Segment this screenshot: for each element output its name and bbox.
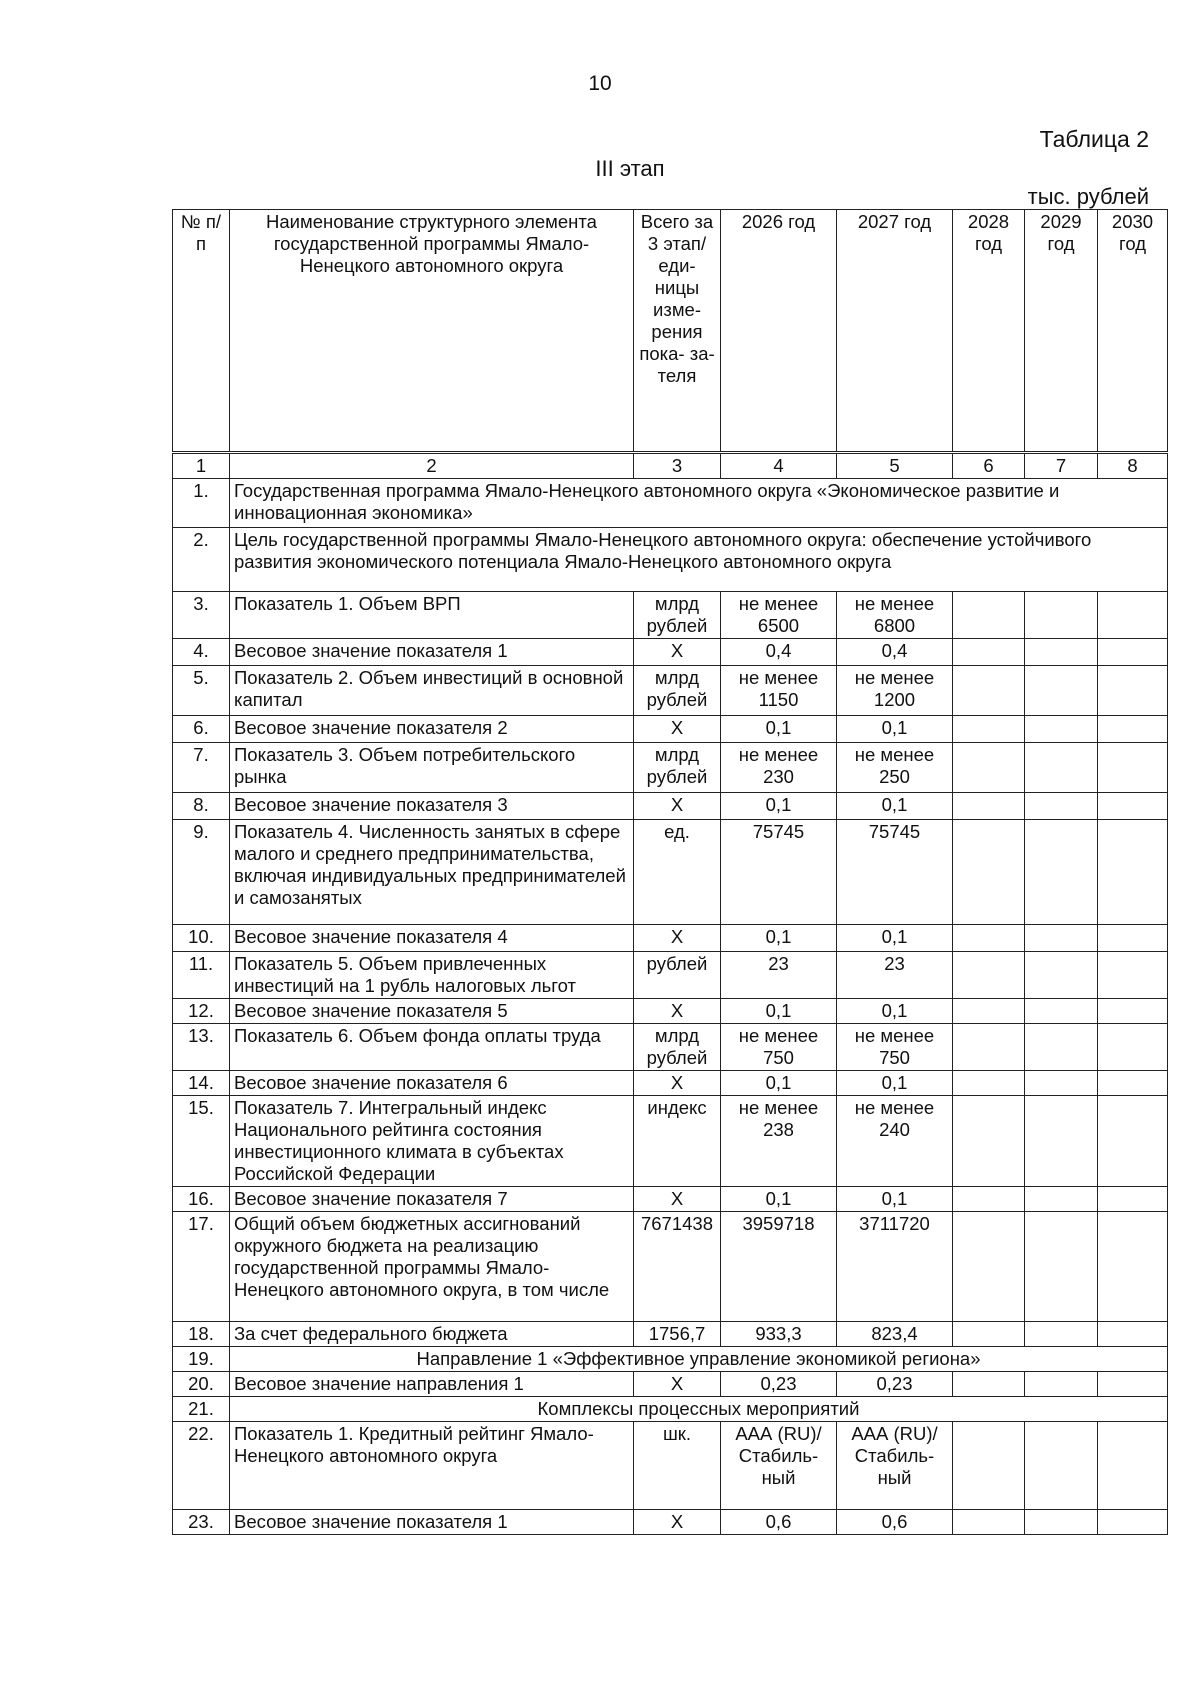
table-row: [173, 1322, 1168, 1347]
row-value-2030: [1098, 1510, 1168, 1535]
row-value-2027: 823,4: [837, 1322, 953, 1347]
column-number: 4: [721, 453, 837, 479]
row-number: 5.: [173, 666, 230, 716]
row-value-2030: [1098, 1322, 1168, 1347]
row-value-2026: не менее 238: [721, 1096, 837, 1187]
row-name: За счет федерального бюджета: [230, 1322, 634, 1347]
row-value-2026: не менее 230: [721, 743, 837, 793]
row-name: Весовое значение показателя 4: [230, 925, 634, 952]
row-number: 15.: [173, 1096, 230, 1187]
row-value-2028: [953, 1071, 1025, 1096]
row-unit: Х: [634, 1187, 721, 1212]
row-value-2028: [953, 1322, 1025, 1347]
row-value-2029: [1025, 952, 1098, 999]
row-unit: 1756,7: [634, 1322, 721, 1347]
row-value-2026: 75745: [721, 820, 837, 925]
header-2027: 2027 год: [837, 210, 953, 453]
row-merged-text: Комплексы процессных мероприятий: [230, 1397, 1168, 1422]
row-value-2028: [953, 925, 1025, 952]
row-value-2027: 0,1: [837, 793, 953, 820]
row-value-2029: [1025, 1510, 1098, 1535]
row-value-2028: [953, 666, 1025, 716]
page-number: 10: [588, 72, 612, 95]
row-value-2026: не менее 1150: [721, 666, 837, 716]
row-value-2027: ААА (RU)/ Стабиль- ный: [837, 1422, 953, 1510]
row-value-2028: [953, 1510, 1025, 1535]
row-value-2030: [1098, 1071, 1168, 1096]
table-label: Таблица 2: [1039, 126, 1149, 152]
table-row: [173, 925, 1168, 952]
row-number: 2.: [173, 528, 230, 592]
row-value-2028: [953, 639, 1025, 666]
row-name: Показатель 4. Численность занятых в сфере малого и среднего предпринимательства, включая индивидуальных предпринимателей и самозанятых: [230, 820, 634, 925]
table-row: [173, 1187, 1168, 1212]
column-number: 2: [230, 453, 634, 479]
row-value-2027: 0,4: [837, 639, 953, 666]
table-row: [173, 952, 1168, 999]
table-row: [173, 793, 1168, 820]
row-value-2030: [1098, 1096, 1168, 1187]
header-total: Всего за 3 этап/ еди- ницы изме- рения пока- за- теля: [634, 210, 721, 453]
row-name: Весовое значение показателя 5: [230, 999, 634, 1024]
row-unit: шк.: [634, 1422, 721, 1510]
row-value-2027: не менее 750: [837, 1024, 953, 1071]
row-number: 16.: [173, 1187, 230, 1212]
row-value-2026: 3959718: [721, 1212, 837, 1322]
row-value-2029: [1025, 639, 1098, 666]
row-name: Показатель 5. Объем привлеченных инвестиций на 1 рубль налоговых льгот: [230, 952, 634, 999]
program-table: [172, 209, 1168, 1535]
row-number: 13.: [173, 1024, 230, 1071]
row-value-2026: 0,6: [721, 1510, 837, 1535]
row-value-2026: 0,1: [721, 716, 837, 743]
row-value-2029: [1025, 793, 1098, 820]
table-row: [173, 716, 1168, 743]
row-number: 23.: [173, 1510, 230, 1535]
row-unit: Х: [634, 639, 721, 666]
row-value-2027: 23: [837, 952, 953, 999]
row-value-2030: [1098, 820, 1168, 925]
header-2029: 2029 год: [1025, 210, 1098, 453]
column-number-row: [173, 453, 1168, 479]
column-number: 8: [1098, 453, 1168, 479]
header-2030: 2030 год: [1098, 210, 1168, 453]
row-value-2028: [953, 1024, 1025, 1071]
row-name: Весовое значение показателя 3: [230, 793, 634, 820]
row-number: 8.: [173, 793, 230, 820]
row-value-2028: [953, 716, 1025, 743]
row-name: Весовое значение показателя 1: [230, 639, 634, 666]
row-number: 9.: [173, 820, 230, 925]
row-value-2026: 23: [721, 952, 837, 999]
row-value-2027: 0,1: [837, 999, 953, 1024]
table-row: [173, 666, 1168, 716]
column-number: 3: [634, 453, 721, 479]
row-number: 3.: [173, 592, 230, 639]
header-name: Наименование структурного элемента государственной программы Ямало-Ненецкого автономного округа: [230, 210, 634, 453]
row-value-2029: [1025, 1071, 1098, 1096]
row-value-2026: ААА (RU)/ Стабиль- ный: [721, 1422, 837, 1510]
table-row: [173, 1024, 1168, 1071]
row-merged-text: Цель государственной программы Ямало-Ненецкого автономного округа: обеспечение устойчивого развития экономического потенциала Ямало-Ненецкого автономного округа: [230, 528, 1168, 592]
row-number: 17.: [173, 1212, 230, 1322]
row-number: 11.: [173, 952, 230, 999]
row-value-2030: [1098, 639, 1168, 666]
row-unit: млрд рублей: [634, 1024, 721, 1071]
row-unit: ед.: [634, 820, 721, 925]
row-value-2026: 0,1: [721, 1187, 837, 1212]
row-unit: 7671438: [634, 1212, 721, 1322]
row-value-2029: [1025, 666, 1098, 716]
row-value-2028: [953, 1187, 1025, 1212]
row-number: 19.: [173, 1347, 230, 1372]
column-number: 1: [173, 453, 230, 479]
row-value-2030: [1098, 1422, 1168, 1510]
row-value-2030: [1098, 666, 1168, 716]
row-value-2027: не менее 1200: [837, 666, 953, 716]
row-value-2029: [1025, 1187, 1098, 1212]
row-value-2027: 0,1: [837, 716, 953, 743]
row-value-2029: [1025, 820, 1098, 925]
row-value-2029: [1025, 1096, 1098, 1187]
row-name: Весовое значение показателя 1: [230, 1510, 634, 1535]
row-name: Показатель 6. Объем фонда оплаты труда: [230, 1024, 634, 1071]
table-row: [173, 479, 1168, 528]
table-row: [173, 592, 1168, 639]
table-row: [173, 1372, 1168, 1397]
row-value-2030: [1098, 999, 1168, 1024]
row-value-2026: 0,1: [721, 925, 837, 952]
row-unit: Х: [634, 1071, 721, 1096]
row-value-2029: [1025, 1212, 1098, 1322]
row-name: Показатель 3. Объем потребительского рынка: [230, 743, 634, 793]
table-row: [173, 743, 1168, 793]
row-unit: рублей: [634, 952, 721, 999]
stage-label: III этап: [595, 156, 665, 181]
row-value-2030: [1098, 716, 1168, 743]
row-value-2026: 0,1: [721, 1071, 837, 1096]
row-number: 21.: [173, 1397, 230, 1422]
row-value-2029: [1025, 1372, 1098, 1397]
row-value-2030: [1098, 925, 1168, 952]
row-value-2027: не менее 6800: [837, 592, 953, 639]
row-value-2027: 75745: [837, 820, 953, 925]
row-number: 1.: [173, 479, 230, 528]
row-number: 20.: [173, 1372, 230, 1397]
row-number: 6.: [173, 716, 230, 743]
table-row: [173, 528, 1168, 592]
row-unit: Х: [634, 1510, 721, 1535]
row-value-2028: [953, 793, 1025, 820]
column-number: 6: [953, 453, 1025, 479]
row-value-2028: [953, 743, 1025, 793]
row-value-2029: [1025, 716, 1098, 743]
units-label: тыс. рублей: [1027, 184, 1149, 209]
row-name: Показатель 2. Объем инвестиций в основной капитал: [230, 666, 634, 716]
row-name: Весовое значение показателя 7: [230, 1187, 634, 1212]
row-value-2030: [1098, 1372, 1168, 1397]
row-name: Весовое значение направления 1: [230, 1372, 634, 1397]
row-value-2029: [1025, 999, 1098, 1024]
row-value-2026: 0,23: [721, 1372, 837, 1397]
header-num: № п/п: [173, 210, 230, 453]
row-unit: Х: [634, 1372, 721, 1397]
row-value-2026: 0,4: [721, 639, 837, 666]
row-value-2029: [1025, 1024, 1098, 1071]
table-row: [173, 820, 1168, 925]
row-value-2026: не менее 6500: [721, 592, 837, 639]
row-name: Показатель 7. Интегральный индекс Национального рейтинга состояния инвестиционного климата в субъектах Российской Федерации: [230, 1096, 634, 1187]
row-number: 7.: [173, 743, 230, 793]
table-row: [173, 999, 1168, 1024]
row-value-2029: [1025, 592, 1098, 639]
row-number: 22.: [173, 1422, 230, 1510]
row-number: 12.: [173, 999, 230, 1024]
row-unit: Х: [634, 716, 721, 743]
row-unit: млрд рублей: [634, 743, 721, 793]
row-value-2028: [953, 820, 1025, 925]
table-row: [173, 1397, 1168, 1422]
row-number: 14.: [173, 1071, 230, 1096]
row-value-2027: 0,1: [837, 1187, 953, 1212]
row-value-2026: 0,1: [721, 999, 837, 1024]
row-merged-text: Направление 1 «Эффективное управление экономикой региона»: [230, 1347, 1168, 1372]
header-2026: 2026 год: [721, 210, 837, 453]
row-number: 4.: [173, 639, 230, 666]
row-unit: млрд рублей: [634, 592, 721, 639]
row-value-2027: 0,6: [837, 1510, 953, 1535]
row-value-2028: [953, 952, 1025, 999]
row-unit: Х: [634, 925, 721, 952]
row-value-2030: [1098, 793, 1168, 820]
column-number: 5: [837, 453, 953, 479]
row-name: Общий объем бюджетных ассигнований окружного бюджета на реализацию государственной программы Ямало-Ненецкого автономного округа, в том числе: [230, 1212, 634, 1322]
table-row: [173, 639, 1168, 666]
row-value-2028: [953, 592, 1025, 639]
row-value-2026: 0,1: [721, 793, 837, 820]
row-value-2029: [1025, 1422, 1098, 1510]
row-unit: млрд рублей: [634, 666, 721, 716]
table-row: [173, 1096, 1168, 1187]
header-row: [173, 210, 1168, 453]
row-value-2030: [1098, 592, 1168, 639]
table-row: [173, 1212, 1168, 1322]
row-unit: индекс: [634, 1096, 721, 1187]
row-value-2028: [953, 1372, 1025, 1397]
row-name: Показатель 1. Объем ВРП: [230, 592, 634, 639]
row-value-2027: 0,1: [837, 925, 953, 952]
row-value-2027: 0,23: [837, 1372, 953, 1397]
row-value-2027: не менее 250: [837, 743, 953, 793]
row-merged-text: Государственная программа Ямало-Ненецкого автономного округа «Экономическое развитие и инновационная экономика»: [230, 479, 1168, 528]
row-value-2028: [953, 1422, 1025, 1510]
row-value-2026: 933,3: [721, 1322, 837, 1347]
table-row: [173, 1071, 1168, 1096]
row-number: 10.: [173, 925, 230, 952]
row-name: Показатель 1. Кредитный рейтинг Ямало-Ненецкого автономного округа: [230, 1422, 634, 1510]
header-2028: 2028 год: [953, 210, 1025, 453]
row-value-2027: не менее 240: [837, 1096, 953, 1187]
row-value-2030: [1098, 1187, 1168, 1212]
row-unit: Х: [634, 793, 721, 820]
row-unit: Х: [634, 999, 721, 1024]
row-name: Весовое значение показателя 2: [230, 716, 634, 743]
row-value-2029: [1025, 743, 1098, 793]
row-value-2028: [953, 1212, 1025, 1322]
row-value-2027: 3711720: [837, 1212, 953, 1322]
table-row: [173, 1422, 1168, 1510]
column-number: 7: [1025, 453, 1098, 479]
table-row: [173, 1347, 1168, 1372]
row-value-2030: [1098, 1212, 1168, 1322]
row-value-2027: 0,1: [837, 1071, 953, 1096]
row-value-2030: [1098, 743, 1168, 793]
row-value-2030: [1098, 952, 1168, 999]
row-value-2029: [1025, 925, 1098, 952]
table-row: [173, 1510, 1168, 1535]
row-number: 18.: [173, 1322, 230, 1347]
row-value-2026: не менее 750: [721, 1024, 837, 1071]
row-name: Весовое значение показателя 6: [230, 1071, 634, 1096]
row-value-2030: [1098, 1024, 1168, 1071]
row-value-2028: [953, 999, 1025, 1024]
row-value-2029: [1025, 1322, 1098, 1347]
row-value-2028: [953, 1096, 1025, 1187]
